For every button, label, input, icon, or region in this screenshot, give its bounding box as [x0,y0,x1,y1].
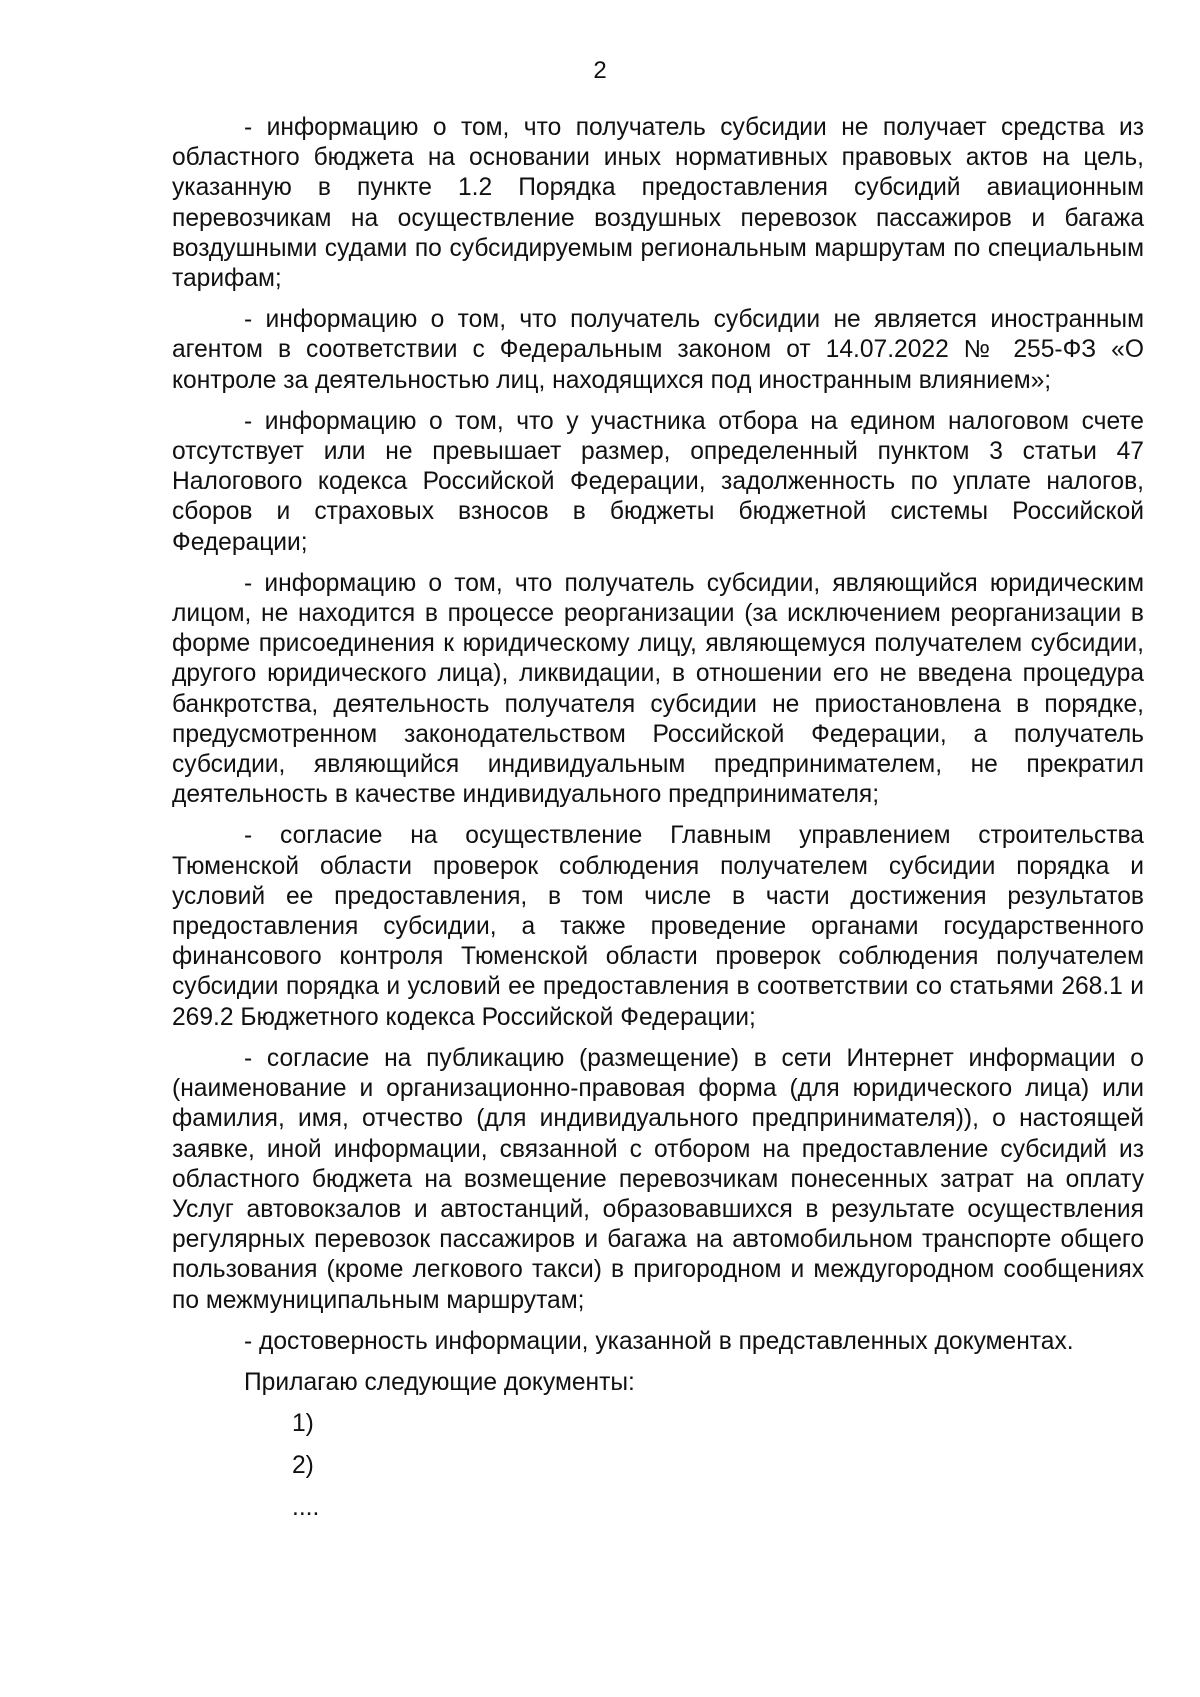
attachment-item: 2) [292,1452,314,1480]
paragraph-consent-inspections: - согласие на осуществление Главным управлением строительства Тюменской области проверок соблюдения получателем субсидии порядка и условий ее предоставления, в том числе в части достижения результатов предоставления субсидии, а также проведение органами государственного финансового контроля Тюменской области проверок соблюдения получателем субсидии порядка и условий ее предоставления в соответствии со статьями 268.1 и 269.2 Бюджетного кодекса Российской Федерации; [172,822,1144,1031]
paragraph-consent-publication: - согласие на публикацию (размещение) в сети Интернет информации о (наименование и организационно-правовая форма (для юридического лица) или фамилия, имя, отчество (для индивидуального предпринимателя)), о настоящей заявке, иной информации, связанной с отбором на предоставление субсидий из областного бюджета на возмещение перевозчикам понесенных затрат на оплату Услуг автовокзалов и автостанций, образовавшихся в результате осуществления регулярных перевозок пассажиров и багажа на автомобильном транспорте общего пользования (кроме легкового такси) в пригородном и междугородном сообщениях по межмуниципальным маршрутам; [172,1044,1144,1314]
page-number: 2 [593,57,607,84]
paragraph-no-reorganization: - информацию о том, что получатель субсидии, являющийся юридическим лицом, не находится в процессе реорганизации (за исключением реорганизации в форме присоединения к юридическому лицу, являющемуся получателем субсидии, другого юридического лица), ликвидации, в отношении его не введена процедура банкротства, деятельность получателя субсидии не приостановлена в порядке, предусмотренном законодательством Российской Федерации, а получатель субсидии, являющийся индивидуальным предпринимателем, не прекратил деятельность в качестве индивидуального предпринимателя; [172,569,1144,809]
attachment-item: 1) [292,1410,314,1438]
attachments-list [172,1409,1144,1523]
document-body [172,113,1144,1535]
paragraph-not-foreign-agent: - информацию о том, что получатель субсидии не является иностранным агентом в соответствии с Федеральным законом от 14.07.2022 № 255-ФЗ «О контроле за деятельностью лиц, находящихся под иностранным влиянием»; [172,306,1144,394]
paragraph-no-other-funding: - информацию о том, что получатель субсидии не получает средства из областного бюджета на основании иных нормативных правовых актов на цель, указанную в пункте 1.2 Порядка предоставления субсидий авиационным перевозчикам на осуществление воздушных перевозок пассажиров и багажа воздушными судами по субсидируемым региональным маршрутам по специальным тарифам; [172,114,1144,293]
attachments-heading: Прилагаю следующие документы: [244,1368,635,1396]
attachment-item: .... [292,1494,320,1522]
paragraph-no-tax-debt: - информацию о том, что у участника отбора на едином налоговом счете отсутствует или не превышает размер, определенный пунктом 3 статьи 47 Налогового кодекса Российской Федерации, задолженность по уплате налогов, сборов и страховых взносов в бюджеты бюджетной системы Российской Федерации; [172,407,1144,556]
paragraph-info-accuracy: - достоверность информации, указанной в представленных документах. [244,1327,1074,1355]
